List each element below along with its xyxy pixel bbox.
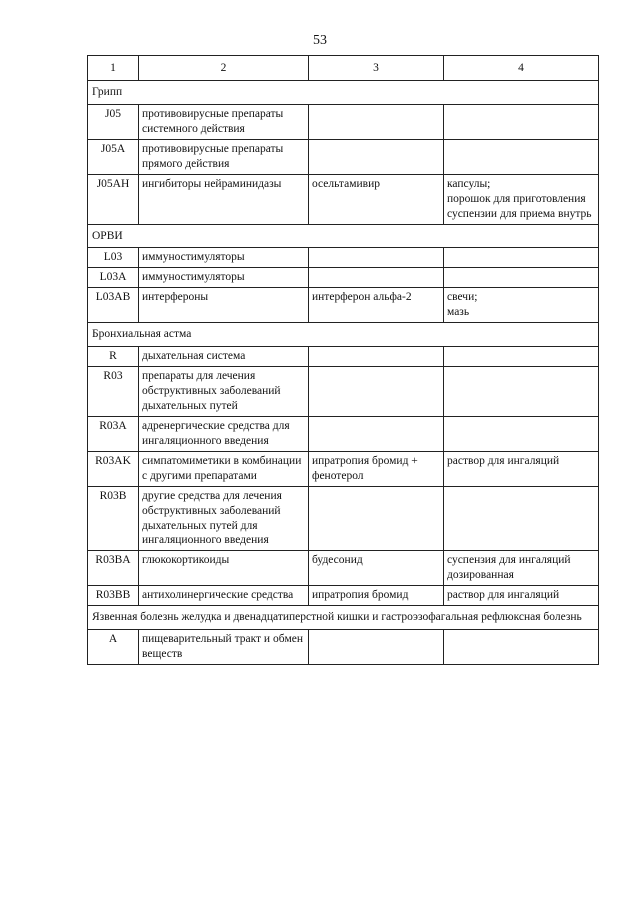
drug-name-cell (309, 139, 444, 174)
table-header-row (88, 56, 599, 81)
column-header-2: 2 (139, 56, 309, 81)
drug-name-cell: интерферон альфа-2 (309, 288, 444, 323)
table-row (88, 551, 599, 586)
atc-code-cell: R03BA (88, 551, 139, 586)
pharm-group-cell: противовирусные препараты системного действия (139, 104, 309, 139)
section-row (88, 606, 599, 630)
atc-code-cell: L03 (88, 248, 139, 268)
drug-name-cell (309, 347, 444, 367)
dosage-form-cell (444, 268, 599, 288)
atc-code-cell: R03 (88, 367, 139, 417)
drug-name-cell (309, 248, 444, 268)
section-title: Бронхиальная астма (88, 323, 599, 347)
pharm-group-cell: ингибиторы нейраминидазы (139, 174, 309, 224)
drug-name-cell (309, 104, 444, 139)
dosage-form-cell: суспензия для ингаляций дозированная (444, 551, 599, 586)
table-row (88, 367, 599, 417)
table-row (88, 416, 599, 451)
atc-code-cell: L03A (88, 268, 139, 288)
drug-name-cell (309, 630, 444, 665)
pharm-group-cell: иммуностимуляторы (139, 248, 309, 268)
dosage-form-cell (444, 347, 599, 367)
dosage-form-cell: раствор для ингаляций (444, 586, 599, 606)
section-row (88, 323, 599, 347)
section-row (88, 81, 599, 105)
table-row (88, 630, 599, 665)
dosage-form-cell (444, 367, 599, 417)
section-row (88, 224, 599, 248)
table-row (88, 347, 599, 367)
atc-code-cell: R03BB (88, 586, 139, 606)
drug-name-cell (309, 268, 444, 288)
atc-code-cell: J05 (88, 104, 139, 139)
pharm-group-cell: препараты для лечения обструктивных заболеваний дыхательных путей (139, 367, 309, 417)
pharm-group-cell: антихолинергические средства (139, 586, 309, 606)
drug-name-cell: осельтамивир (309, 174, 444, 224)
table-row (88, 104, 599, 139)
pharm-group-cell: другие средства для лечения обструктивных заболеваний дыхательных путей для ингаляционного введения (139, 486, 309, 551)
section-title: ОРВИ (88, 224, 599, 248)
column-header-3: 3 (309, 56, 444, 81)
medication-table (87, 55, 599, 665)
table-row (88, 288, 599, 323)
atc-code-cell: L03AB (88, 288, 139, 323)
column-header-4: 4 (444, 56, 599, 81)
drug-name-cell (309, 367, 444, 417)
table-row (88, 139, 599, 174)
dosage-form-cell (444, 486, 599, 551)
atc-code-cell: R03A (88, 416, 139, 451)
pharm-group-cell: симпатомиметики в комбинации с другими препаратами (139, 451, 309, 486)
pharm-group-cell: дыхательная система (139, 347, 309, 367)
drug-name-cell (309, 416, 444, 451)
atc-code-cell: J05A (88, 139, 139, 174)
page-number: 53 (313, 33, 327, 48)
drug-name-cell: будесонид (309, 551, 444, 586)
section-title: Грипп (88, 81, 599, 105)
drug-name-cell (309, 486, 444, 551)
atc-code-cell: R (88, 347, 139, 367)
table-row (88, 451, 599, 486)
drug-name-cell: ипратропия бромид (309, 586, 444, 606)
pharm-group-cell: пищеварительный тракт и обмен веществ (139, 630, 309, 665)
pharm-group-cell: противовирусные препараты прямого действия (139, 139, 309, 174)
dosage-form-cell: капсулы; порошок для приготовления суспензии для приема внутрь (444, 174, 599, 224)
dosage-form-cell: раствор для ингаляций (444, 451, 599, 486)
atc-code-cell: A (88, 630, 139, 665)
pharm-group-cell: интерфероны (139, 288, 309, 323)
table-body (88, 56, 599, 665)
dosage-form-cell (444, 248, 599, 268)
drug-name-cell: ипратропия бромид + фенотерол (309, 451, 444, 486)
pharm-group-cell: адренергические средства для ингаляционного введения (139, 416, 309, 451)
atc-code-cell: R03B (88, 486, 139, 551)
table-row (88, 586, 599, 606)
table-row (88, 268, 599, 288)
pharm-group-cell: иммуностимуляторы (139, 268, 309, 288)
dosage-form-cell (444, 416, 599, 451)
atc-code-cell: R03AK (88, 451, 139, 486)
pharm-group-cell: глюкокортикоиды (139, 551, 309, 586)
section-title: Язвенная болезнь желудка и двенадцатиперстной кишки и гастроэзофагальная рефлюксная болезнь (88, 606, 599, 630)
dosage-form-cell (444, 104, 599, 139)
column-header-1: 1 (88, 56, 139, 81)
table-row (88, 248, 599, 268)
dosage-form-cell (444, 630, 599, 665)
dosage-form-cell (444, 139, 599, 174)
dosage-form-cell: свечи; мазь (444, 288, 599, 323)
table-row (88, 486, 599, 551)
table-row (88, 174, 599, 224)
atc-code-cell: J05AH (88, 174, 139, 224)
